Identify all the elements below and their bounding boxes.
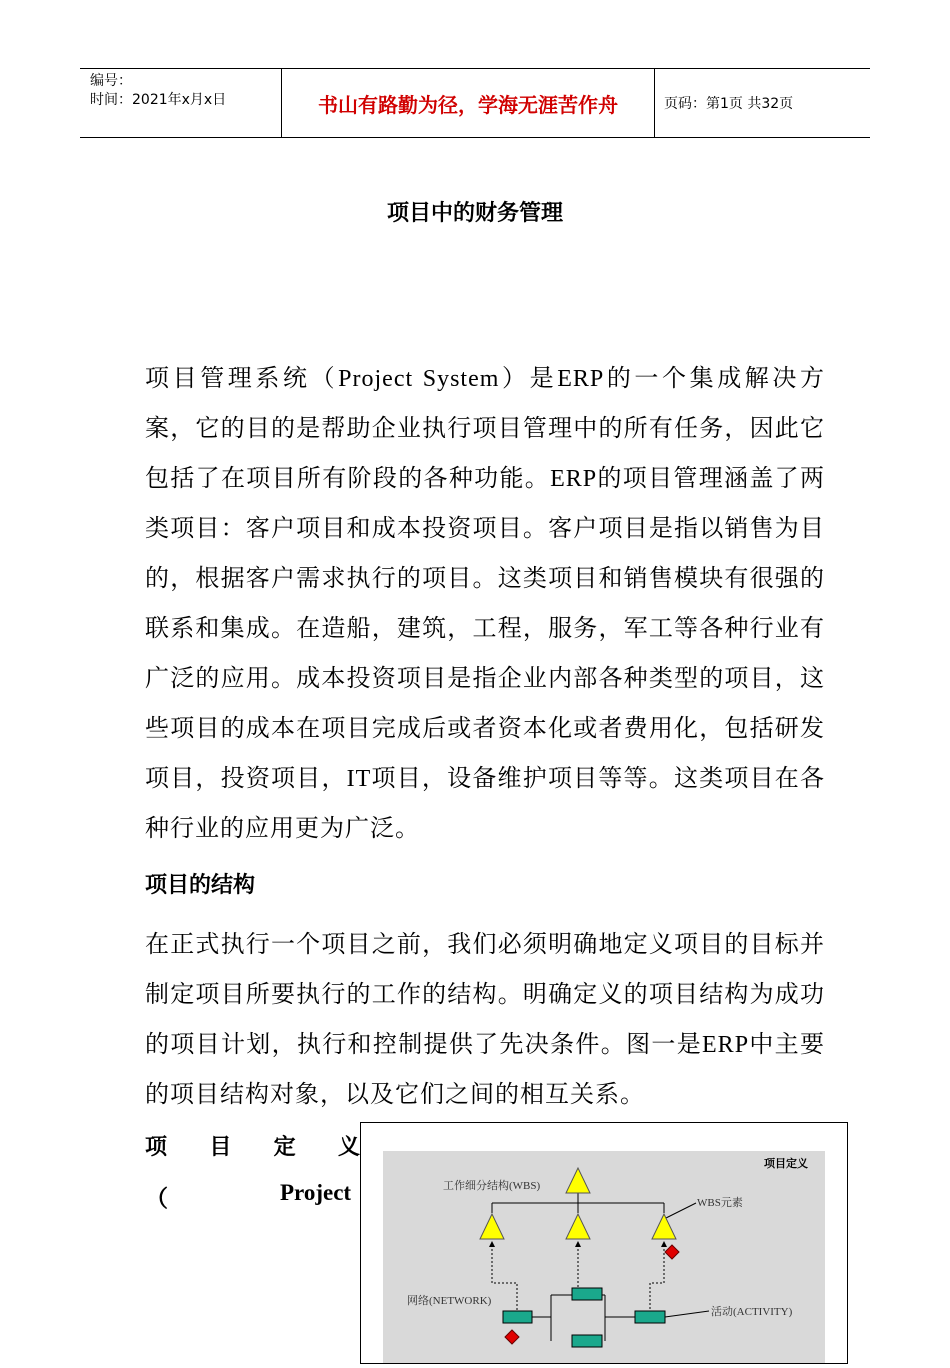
page-header (80, 68, 870, 138)
activity-box (572, 1288, 602, 1300)
page-info: 页码：第1页 共32页 (664, 96, 794, 112)
activity-box (635, 1311, 665, 1323)
definition-char: 项 (145, 1135, 168, 1160)
intro-paragraph: 项目管理系统（Project System）是ERP的一个集成解决方案，它的目的是帮助企业执行项目管理中的所有任务，因此它包括了在项目所有阶段的各种功能。ERP的项目管理涵盖了两类项目：客户项目和成本投资项目。客户项目是指以销售为目的，根据客户需求执行的项目。这类项目和销售模块有很强的联系和集成。在造船，建筑，工程，服务，军工等各种行业有广泛的应用。成本投资项目是指企业内部各种类型的项目，这些项目的成本在项目完成后或者资本化或者费用化，包括研发项目，投资项目，IT项目，设备维护项目等等。这类项目在各种行业的应用更为广泛。 (145, 366, 825, 842)
header-meta (90, 72, 226, 110)
definition-heading (145, 1130, 360, 1161)
diagram-title: 项目定义 (764, 1157, 808, 1170)
number-label: 编号： (90, 73, 132, 89)
activity-label: 活动(ACTIVITY) (711, 1306, 793, 1318)
project-structure-figure (360, 1122, 848, 1364)
section-heading: 项目的结构 (145, 873, 256, 898)
activity-box (572, 1335, 602, 1347)
network-label: 网络(NETWORK) (407, 1295, 492, 1307)
definition-char: 定 (273, 1135, 296, 1160)
document-title: 项目中的财务管理 (386, 201, 563, 226)
definition-char: 义 (337, 1135, 360, 1160)
project-word: Project (280, 1180, 352, 1205)
definition-line-2 (145, 1180, 360, 1213)
structure-paragraph: 在正式执行一个项目之前，我们必须明确地定义项目的目标并制定项目所要执行的工作的结构。明确定义的项目结构为成功的项目计划，执行和控制提供了先决条件。图一是ERP中主要的项目结构对象，以及它们之间的相互关系。 (145, 932, 825, 1108)
open-paren: （ (145, 1186, 168, 1211)
definition-char: 目 (209, 1135, 232, 1160)
wbs-element-label: WBS元素 (697, 1197, 743, 1209)
time-label: 时间：2021年x月x日 (90, 92, 227, 108)
structure-diagram (361, 1123, 847, 1363)
wbs-label: 工作细分结构(WBS) (443, 1180, 541, 1192)
header-divider (654, 69, 655, 137)
header-motto: 书山有路勤为径，学海无涯苦作舟 (318, 92, 618, 117)
activity-box (503, 1311, 532, 1323)
